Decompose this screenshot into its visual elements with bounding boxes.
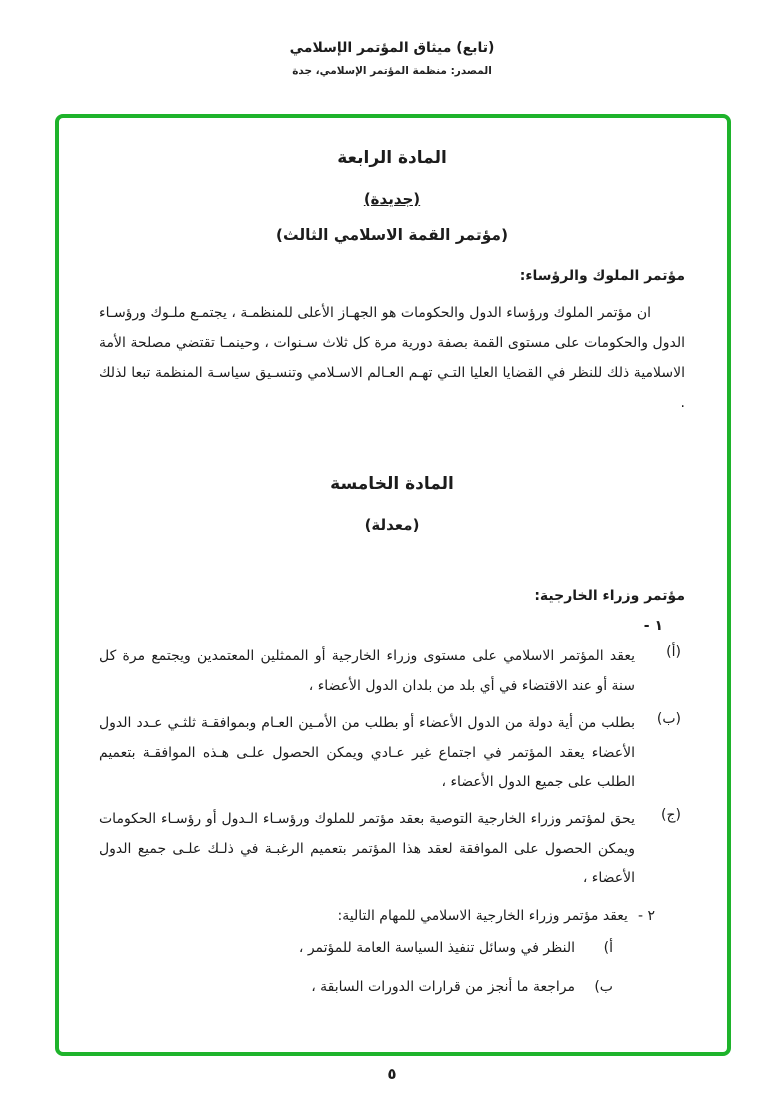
item-text: النظر في وسائل تنفيذ السياسة العامة للمؤتمر ، — [298, 939, 575, 956]
list-item-a — [99, 642, 681, 701]
article-5-status-text: (معدلة) — [364, 516, 420, 535]
page-header — [0, 0, 784, 77]
item-text: يحق لمؤتمر وزراء الخارجية التوصية بعقد مؤتمر للملوك ورؤسـاء الـدول أو رؤسـاء الحكومات ويمكن الحصول على الموافقة لعقد هذا المؤتمر بتعميم الرغبـة في ذلـك علـى جميع الدول الأعضاء ، — [99, 811, 635, 887]
page-number: ٥ — [387, 1065, 397, 1083]
item-marker: أ) — [603, 939, 613, 956]
item-text: يعقد المؤتمر الاسلامي على مستوى وزراء الخارجية أو الممثلين المعتمدين ويجتمع مرة كل سنة أو عند الاقتضاء في أي بلد من بلدان الدول الأعضاء ، — [99, 648, 635, 694]
clause-2-number: ٢ - — [637, 907, 655, 924]
article-5-intro: مؤتمر وزراء الخارجية: — [534, 588, 685, 605]
list-item-b — [99, 709, 681, 797]
article-4-intro: مؤتمر الملوك والرؤساء: — [519, 268, 685, 284]
item-marker: ب) — [594, 978, 613, 995]
article-4-body: ان مؤتمر الملوك ورؤساء الدول والحكومات هو الجهـاز الأعلى للمنظمـة ، يجتمـع ملـوك ورؤسـاء الدول والحكومات على مستوى القمة بصفة دورية مرة كل ثلاث سـنوات ، وحينمـا تقتضي مصلحة الأمة الاسلامية ذلك للنظر في القضايا العليا التـي تهـم العـالم الاسـلامي وتنسـيق سياسـة المنظمة تبعا لذلك . — [99, 305, 685, 412]
document-title: (تابع) ميثاق المؤتمر الإسلامي — [289, 40, 495, 56]
item-marker: (ب) — [656, 711, 681, 728]
spacer — [99, 418, 685, 466]
content-frame — [55, 114, 731, 1056]
spacer — [99, 534, 685, 564]
article-5-title: المادة الخامسة — [330, 474, 454, 495]
article-5 — [99, 474, 685, 1002]
article-4 — [99, 148, 685, 418]
list-item-c — [99, 805, 681, 893]
item-marker: (ج) — [661, 807, 681, 824]
article-4-status-text: (جديدة) — [363, 190, 421, 208]
item-marker: (أ) — [666, 644, 681, 661]
article-4-subtitle: (مؤتمر القمة الاسلامي الثالث) — [275, 226, 509, 244]
sublist-item-b — [99, 973, 613, 1002]
item-text: بطلب من أية دولة من الدول الأعضاء أو بطلب من الأمـين العـام وبموافقـة ثلثـي عـدد الدول الأعضاء يعقد المؤتمر في اجتماع غير عـادي ويمكن الحصول علـى هـذه الموافقـة بتعميم الطلب على جميع الدول الأعضاء ، — [99, 715, 635, 790]
article-5-status — [99, 516, 685, 534]
clause-1-number: ١ - — [643, 618, 663, 635]
clause-2-text: يعقد مؤتمر وزراء الخارجية الاسلامي للمهام التالية: — [337, 907, 628, 924]
clause-2 — [99, 908, 655, 924]
sublist-item-a — [99, 934, 613, 963]
article-4-title: المادة الرابعة — [337, 148, 447, 168]
item-text: مراجعة ما أنجز من قرارات الدورات السابقة ، — [311, 978, 575, 995]
article-4-status — [99, 190, 685, 208]
document-source: المصدر: منظمة المؤتمر الإسلامي، جدة — [292, 65, 492, 77]
